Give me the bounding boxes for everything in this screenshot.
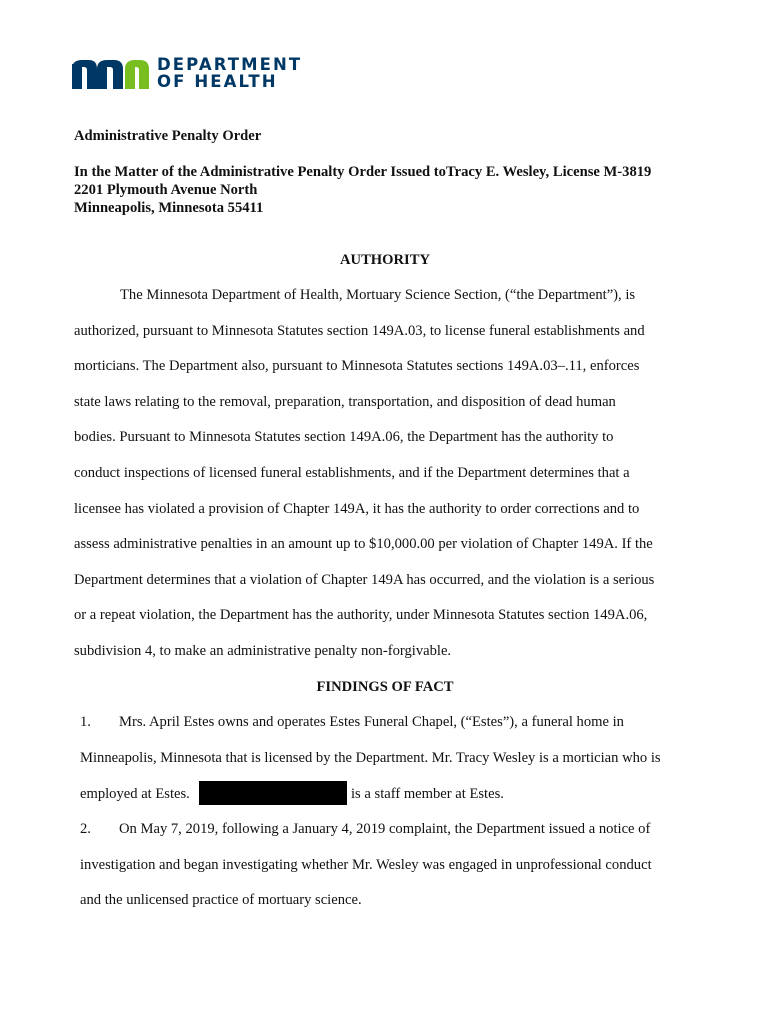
redaction-box xyxy=(199,781,347,805)
address-line-1: 2201 Plymouth Avenue North xyxy=(74,182,258,198)
authority-line: assess administrative penalties in an amount up to $10,000.00 per violation of Chapter 149A. If the xyxy=(74,536,653,552)
logo-text-line1: DEPARTMENT xyxy=(157,55,303,74)
address-line-2: Minneapolis, Minnesota 55411 xyxy=(74,200,264,216)
finding-1-line: Mrs. April Estes owns and operates Estes Funeral Chapel, (“Estes”), a funeral home in xyxy=(119,714,624,730)
authority-line: The Minnesota Department of Health, Mortuary Science Section, (“the Department”), is xyxy=(120,287,636,303)
document-title: Administrative Penalty Order xyxy=(74,128,262,144)
authority-line: or a repeat violation, the Department has the authority, under Minnesota Statutes section 149A.06, xyxy=(74,607,648,623)
mn-logo-icon xyxy=(72,56,150,90)
authority-line: authorized, pursuant to Minnesota Statutes section 149A.03, to license funeral establishments and xyxy=(74,323,645,339)
finding-2-number: 2. xyxy=(80,821,91,837)
finding-2-line: On May 7, 2019, following a January 4, 2019 complaint, the Department issued a notice of xyxy=(119,821,651,837)
authority-line: licensee has violated a provision of Chapter 149A, it has the authority to order corrections and to xyxy=(74,501,640,517)
authority-line: conduct inspections of licensed funeral establishments, and if the Department determines that a xyxy=(74,465,630,481)
authority-line: bodies. Pursuant to Minnesota Statutes section 149A.06, the Department has the authority to xyxy=(74,429,614,445)
finding-2-line: investigation and began investigating whether Mr. Wesley was engaged in unprofessional conduct xyxy=(80,857,652,873)
authority-heading: AUTHORITY xyxy=(339,252,430,268)
authority-line: subdivision 4, to make an administrative penalty non-forgivable. xyxy=(74,643,452,659)
finding-1-line: is a staff member at Estes. xyxy=(351,786,504,802)
finding-1-line: employed at Estes. xyxy=(80,786,190,802)
matter-line: In the Matter of the Administrative Penalty Order Issued toTracy E. Wesley, License M-3819 xyxy=(74,164,652,180)
finding-1-number: 1. xyxy=(80,714,91,730)
finding-1-line: Minneapolis, Minnesota that is licensed by the Department. Mr. Tracy Wesley is a mortician who is xyxy=(80,750,661,766)
finding-2-line: and the unlicensed practice of mortuary science. xyxy=(80,892,362,908)
logo-text-line2: OF HEALTH xyxy=(157,72,278,91)
findings-heading: FINDINGS OF FACT xyxy=(316,679,454,695)
authority-line: morticians. The Department also, pursuant to Minnesota Statutes sections 149A.03–.11, enforces xyxy=(74,358,640,374)
authority-line: state laws relating to the removal, preparation, transportation, and disposition of dead human xyxy=(74,394,616,410)
mdh-logo xyxy=(72,56,302,90)
authority-line: Department determines that a violation of Chapter 149A has occurred, and the violation is a serious xyxy=(74,572,655,588)
